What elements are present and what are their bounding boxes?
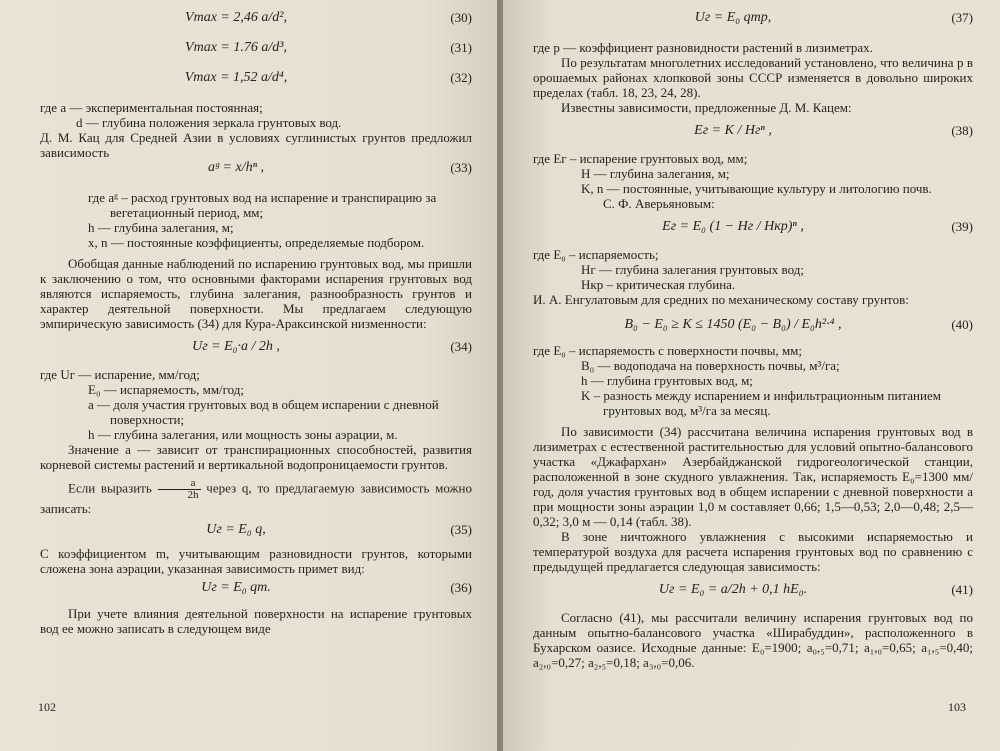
equation-40 [533, 307, 973, 343]
paragraph-express [40, 478, 472, 516]
equation-32 [40, 70, 472, 100]
equation-38 [533, 115, 973, 151]
definition-34-U: где Uг — испарение, мм/год; [40, 367, 200, 382]
paragraph-results: По результатам многолетних исследований установлено, что величина p в орошаемых районах хлопковой зоны СССР изменяется в довольно широких пределах (табл. 18, 23, 24, 28). [533, 55, 973, 100]
equation-32-formula: Vmax = 1,52 a/d⁴, [184, 70, 288, 85]
paragraph-calculation: По зависимости (34) рассчитана величина испарения грунтовых вод в лизиметрах с естественной растительностью для условий опытно-балансового участка «Джафархан» Азербайджанской гидрогеологической станции, расположенной в зоне скудного увлажнения. Так, испаряемость E₀=1300 мм/год, доля участия грунтовых вод в общем испарении с дневной поверхности a при мощности зоны аэрации 1,0 м составляет 0,66; 1,5—0,53; 2,0—0,48; 2,5—0,32; 3,0 м — 0,14 (табл. 38). [533, 424, 973, 529]
definition-38-H: H — глубина залегания, м; [581, 166, 730, 181]
equation-36 [40, 576, 472, 606]
paragraph-a-value: Значение a — зависит от транспирационных способностей, развития корневой системы растений и вертикальной водопроницаемости грунтов. [40, 442, 472, 472]
definition-39-H: Hг — глубина залегания грунтовых вод; [581, 262, 804, 277]
equation-33-number: (33) [450, 160, 472, 175]
definition-39-E: где E₀ – испаряемость; [533, 247, 659, 262]
definition-34-h: h — глубина залегания, или мощность зоны аэрации, м. [88, 427, 398, 442]
definition-34-a: a — доля участия грунтовых вод в общем испарении с дневной поверхности; [88, 397, 439, 427]
equation-37-formula: Uг = E₀ qmp, [694, 10, 772, 25]
definition-40-E: где E₀ – испаряемость с поверхности почвы, мм; [533, 343, 803, 358]
equation-41 [533, 574, 973, 610]
left-page [0, 0, 497, 751]
equation-31-formula: Vmax = 1.76 a/d³, [185, 40, 287, 55]
definition-40-K: K – разность между испарением и инфильтрационным питанием грунтовых вод, м³/га за месяц. [581, 388, 941, 418]
equation-39-formula: Eг = E₀ (1 − Hг / Hкр)ⁿ , [662, 219, 804, 234]
definition-33-a: где aᵍ – расход грунтовых вод на испарение и транспирацию за вегетационный период, мм; [88, 190, 437, 220]
equation-41-formula: Uг = E₀ = a/2h + 0,1 hE₀. [658, 582, 808, 597]
equation-40-formula: B₀ − E₀ ≥ K ≤ 1450 (E₀ − B₀) / E₀h²·⁴ , [624, 317, 842, 332]
equation-41-number: (41) [951, 582, 973, 597]
fraction-a-2h [158, 478, 201, 501]
fraction-denominator: 2h [187, 489, 199, 501]
equation-35-formula: Uг = E₀ q, [206, 522, 266, 537]
equation-37-number: (37) [951, 10, 973, 25]
equation-34 [40, 331, 472, 367]
engulatov-intro: И. А. Енгулатовым для средних по механическому составу грунтов: [533, 292, 909, 307]
right-page-content [533, 10, 973, 670]
equation-38-formula: Eг = K / Hгⁿ , [694, 123, 772, 138]
paragraph-known: Известны зависимости, предложенные Д. М. Кацем: [561, 100, 852, 115]
equation-36-formula: Uг = E₀ qm. [201, 580, 271, 595]
paragraph-coefficient: С коэффициентом m, учитывающим разновидности грунтов, которыми сложена зона аэрации, указанная зависимость примет вид: [40, 546, 472, 576]
fraction-numerator: a [158, 478, 201, 490]
definition-33-h: h — глубина залегания, м; [88, 220, 234, 235]
page-number-left: 102 [38, 700, 56, 714]
equation-32-number: (32) [450, 70, 472, 85]
definition-38-E: где Eг – испарение грунтовых вод, мм; [533, 151, 748, 166]
equation-30-formula: Vmax = 2,46 a/d², [185, 10, 287, 25]
definition-37-p: где p — коэффициент разновидности растений в лизиметрах. [533, 40, 873, 55]
equation-37 [533, 10, 973, 40]
equation-35 [40, 516, 472, 546]
paragraph-summary: Обобщая данные наблюдений по испарению грунтовых вод, мы пришли к заключению о том, что основными факторами испарения грунтовых вод являются испаряемость, глубина залегания, разнообразность грунтов и характер деятельной поверхности. Мы предлагаем следующую эмпирическую зависимость (34) для Кура-Араксинской низменности: [40, 256, 472, 331]
paragraph-zone: В зоне ничтожного увлажнения с высокими испаряемостью и температурой воздуха для расчета испарения грунтовых вод по сравнению с предыдущей предлагается следующая зависимость: [533, 529, 973, 574]
equation-34-number: (34) [450, 339, 472, 354]
equation-40-number: (40) [951, 317, 973, 332]
equation-30 [40, 10, 472, 40]
equation-30-number: (30) [450, 10, 472, 25]
equation-31-number: (31) [450, 40, 472, 55]
left-page-content [40, 10, 472, 636]
equation-35-number: (35) [450, 522, 472, 537]
equation-38-number: (38) [951, 123, 973, 138]
page-number-right: 103 [948, 700, 966, 714]
definition-40-B: B₀ — водоподача на поверхность почвы, м³/га; [581, 358, 840, 373]
definition-d: d — глубина положения зеркала грунтовых вод. [76, 115, 342, 130]
definition-34-E: E₀ — испаряемость, мм/год; [88, 382, 245, 397]
right-page [503, 0, 1000, 751]
equation-31 [40, 40, 472, 70]
equation-33-formula: aᵍ = x/hⁿ , [208, 160, 264, 175]
definition-a: где a — экспериментальная постоянная; [40, 100, 263, 115]
definition-40-h: h — глубина грунтовых вод, м; [581, 373, 753, 388]
equation-39 [533, 211, 973, 247]
paragraph-account: При учете влияния деятельной поверхности на испарение грунтовых вод ее можно записать в следующем виде [40, 606, 472, 636]
definition-38-K: K, n — постоянные, учитывающие культуру и литологию почв. [581, 181, 932, 196]
paragraph-final: Согласно (41), мы рассчитали величину испарения грунтовых вод по данным опытно-балансового участка «Ширабуддин», расположенного в Бухарском оазисе. Исходные данные: E₀=1900; a₀,₅=0,71; a₁,₀=0,65; a₁,₅=0,40; a₂,₀=0,27; a₂,₅=0,18; a₃,₀=0,06. [533, 610, 973, 670]
definition-33-xn: x, n — постоянные коэффициенты, определяемые подбором. [88, 235, 425, 250]
averyanov-intro: С. Ф. Аверьяновым: [603, 196, 715, 211]
kats-intro: Д. М. Кац для Средней Азии в условиях суглинистых грунтов предложил зависимость [40, 130, 472, 160]
equation-33 [40, 160, 472, 190]
equation-34-formula: Uг = E₀·a / 2h , [192, 339, 280, 354]
equation-36-number: (36) [450, 580, 472, 595]
paragraph-express-after: через q, то предлагаемую зависимость можно записать: [40, 480, 472, 516]
paragraph-express-before: Если выразить [68, 480, 152, 496]
definition-39-Hkr: Hкр – критическая глубина. [581, 277, 736, 292]
equation-39-number: (39) [951, 219, 973, 234]
